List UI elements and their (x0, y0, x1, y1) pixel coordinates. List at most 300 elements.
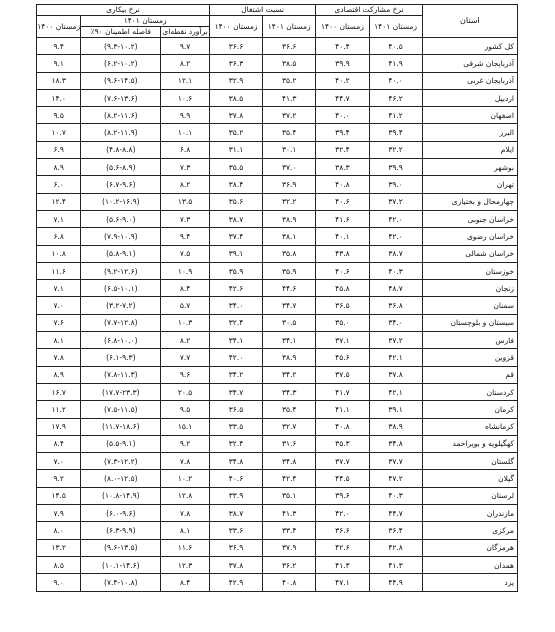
participation-1401-cell: ۴۱.۳ (369, 556, 422, 573)
province-cell: همدان (422, 556, 517, 573)
employment-1401-cell: ۳۶.۲ (263, 556, 316, 573)
employment-1401-cell: ۴۲.۴ (263, 470, 316, 487)
employment-ratio-header: نسبت اشتغال (209, 5, 315, 16)
employment-1400-header: زمستان ۱۴۰۰ (209, 16, 262, 38)
unemployment-point-cell: ۹.۷ (161, 38, 210, 55)
unemployment-point-cell: ۱۰.۶ (161, 89, 210, 106)
employment-1401-cell: ۳۵.۹ (263, 262, 316, 279)
unemployment-interval-cell: (۶.۲-۱۰.۲) (81, 55, 161, 72)
employment-1400-cell: ۳۲.۴ (209, 314, 262, 331)
participation-1401-cell: ۴۷.۲ (369, 470, 422, 487)
unemployment-1400-cell: ۸.۵ (37, 556, 81, 573)
employment-1400-cell: ۳۲.۴ (209, 435, 262, 452)
unemployment-point-cell: ۹.۶ (161, 366, 210, 383)
province-cell: آذربایجان غربی (422, 72, 517, 89)
unemployment-point-cell: ۹.۲ (161, 435, 210, 452)
employment-1400-cell: ۳۷.۸ (209, 107, 262, 124)
participation-1400-cell: ۳۷.۵ (316, 366, 369, 383)
province-cell: کهگیلویه و بویراحمد (422, 435, 517, 452)
unemployment-1400-cell: ۱۸.۳ (37, 72, 81, 89)
province-cell: یزد (422, 574, 517, 591)
employment-1401-cell: ۳۷.۹ (263, 539, 316, 556)
province-cell: هرمزگان (422, 539, 517, 556)
employment-1400-cell: ۴۰.۶ (209, 470, 262, 487)
employment-1400-cell: ۳۸.۷ (209, 505, 262, 522)
employment-1401-cell: ۳۴.۷ (263, 297, 316, 314)
participation-1400-cell: ۴۰.۱ (316, 228, 369, 245)
table-body (37, 38, 518, 592)
unemployment-point-cell: ۷.۷ (161, 349, 210, 366)
stats-table-container (36, 4, 518, 592)
table-row (37, 38, 518, 55)
table-row (37, 72, 518, 89)
unemployment-interval-cell: (۹.۳-۱۰.۲) (81, 38, 161, 55)
employment-1400-cell: ۴۲.۰ (209, 349, 262, 366)
table-row (37, 453, 518, 470)
table-row (37, 574, 518, 591)
unemployment-1400-cell: ۹.۰ (37, 574, 81, 591)
participation-1401-cell: ۳۷.۲ (369, 193, 422, 210)
participation-1400-cell: ۳۷.۱ (316, 332, 369, 349)
table-row (37, 141, 518, 158)
employment-1401-cell: ۳۲.۲ (263, 193, 316, 210)
table-row (37, 262, 518, 279)
employment-1401-cell: ۳۱.۶ (263, 435, 316, 452)
unemployment-1400-cell: ۷.۰ (37, 297, 81, 314)
unemployment-point-cell: ۹.۴ (161, 228, 210, 245)
province-cell: اردبیل (422, 89, 517, 106)
unemployment-interval-cell: (۵.۵-۹.۱) (81, 435, 161, 452)
table-row (37, 539, 518, 556)
unemployment-point-cell: ۱۳.۵ (161, 193, 210, 210)
unemployment-1400-cell: ۸.۰ (37, 522, 81, 539)
unemployment-interval-cell: (۷.۹-۱۰.۹) (81, 228, 161, 245)
employment-1400-cell: ۳۷.۸ (209, 556, 262, 573)
participation-1400-cell: ۳۹.۴ (316, 124, 369, 141)
participation-1401-header: زمستان ۱۴۰۱ (369, 16, 422, 38)
participation-1401-cell: ۴۱.۲ (369, 107, 422, 124)
participation-1400-cell: ۴۱.۷ (316, 383, 369, 400)
employment-1400-cell: ۳۶.۳ (209, 55, 262, 72)
participation-1400-cell: ۴۰.۸ (316, 176, 369, 193)
unemployment-interval-cell: (۹.۲-۱۲.۶) (81, 262, 161, 279)
unemployment-point-cell: ۶.۸ (161, 141, 210, 158)
unemployment-interval-cell: (۱۰.۲-۱۶.۹) (81, 193, 161, 210)
unemployment-rate-header: نرخ بیکاری (37, 5, 210, 16)
employment-1401-cell: ۳۵.۲ (263, 72, 316, 89)
unemployment-point-cell: ۸.۴ (161, 280, 210, 297)
unemployment-interval-cell: (۱۷.۷-۲۳.۳) (81, 383, 161, 400)
unemployment-point-cell: ۷.۸ (161, 505, 210, 522)
unemployment-1400-cell: ۱۶.۷ (37, 383, 81, 400)
participation-1400-cell: ۴۱.۱ (316, 401, 369, 418)
table-row (37, 470, 518, 487)
unemployment-1400-cell: ۸.۹ (37, 366, 81, 383)
employment-1401-cell: ۳۳.۴ (263, 522, 316, 539)
table-row (37, 193, 518, 210)
unemployment-interval-cell: (۷.۶-۱۳.۶) (81, 89, 161, 106)
unemployment-point-cell: ۷.۳ (161, 159, 210, 176)
table-row (37, 280, 518, 297)
unemployment-point-cell: ۱۱.۶ (161, 539, 210, 556)
table-row (37, 210, 518, 227)
unemployment-interval-cell: (۷.۸-۱۱.۳) (81, 366, 161, 383)
unemployment-interval-cell: (۶.۰-۹.۶) (81, 505, 161, 522)
employment-1400-cell: ۳۷.۴ (209, 228, 262, 245)
unemployment-point-cell: ۱۲.۱ (161, 72, 210, 89)
employment-1401-cell: ۳۸.۹ (263, 349, 316, 366)
province-cell: سمنان (422, 297, 517, 314)
confidence-interval-header: فاصله اطمینان ۹۰٪ (81, 27, 161, 38)
unemployment-point-cell: ۹.۹ (161, 107, 210, 124)
employment-1401-cell: ۳۵.۴ (263, 401, 316, 418)
unemployment-1400-cell: ۸.۱ (37, 332, 81, 349)
province-cell: قزوین (422, 349, 517, 366)
participation-1400-cell: ۴۰.۴ (316, 38, 369, 55)
employment-1401-header: زمستان ۱۴۰۱ (263, 16, 316, 38)
employment-1400-cell: ۳۹.۱ (209, 245, 262, 262)
participation-1401-cell: ۴۸.۷ (369, 280, 422, 297)
participation-1401-cell: ۴۲.۸ (369, 539, 422, 556)
province-cell: خوزستان (422, 262, 517, 279)
unemployment-point-cell: ۱۰.۲ (161, 470, 210, 487)
unemployment-point-cell: ۱۵.۱ (161, 418, 210, 435)
unemployment-1400-cell: ۱۷.۹ (37, 418, 81, 435)
participation-1400-cell: ۴۰.۲ (316, 72, 369, 89)
participation-1400-cell: ۴۲.۶ (316, 539, 369, 556)
table-row (37, 297, 518, 314)
province-cell: کرمان (422, 401, 517, 418)
province-cell: البرز (422, 124, 517, 141)
unemployment-interval-cell: (۵.۶-۸.۹) (81, 159, 161, 176)
participation-1400-cell: ۳۸.۳ (316, 159, 369, 176)
participation-1401-cell: ۴۲.۱ (369, 349, 422, 366)
table-row (37, 245, 518, 262)
participation-1401-cell: ۳۴.۸ (369, 435, 422, 452)
unemployment-1400-cell: ۸.۴ (37, 435, 81, 452)
table-row (37, 176, 518, 193)
unemployment-interval-cell: (۶.۵-۱۰.۱) (81, 280, 161, 297)
employment-1400-cell: ۳۳.۶ (209, 522, 262, 539)
employment-1401-cell: ۳۲.۷ (263, 418, 316, 435)
unemployment-1400-cell: ۷.۸ (37, 349, 81, 366)
table-header (37, 5, 518, 38)
table-row (37, 522, 518, 539)
province-cell: سیستان و بلوچستان (422, 314, 517, 331)
province-cell: مازندران (422, 505, 517, 522)
unemployment-interval-cell: (۳.۲-۷.۲) (81, 297, 161, 314)
unemployment-interval-cell: (۵.۸-۹.۱) (81, 245, 161, 262)
participation-1401-cell: ۴۴.۷ (369, 505, 422, 522)
employment-1401-cell: ۴۰.۸ (263, 574, 316, 591)
unemployment-point-cell: ۷.۳ (161, 210, 210, 227)
unemployment-1400-cell: ۱۰.۷ (37, 124, 81, 141)
province-cell: مرکزی (422, 522, 517, 539)
employment-1401-cell: ۳۷.۲ (263, 107, 316, 124)
employment-1400-cell: ۳۴.۰ (209, 297, 262, 314)
unemployment-point-cell: ۱۰.۳ (161, 314, 210, 331)
employment-1400-cell: ۳۸.۷ (209, 210, 262, 227)
participation-1400-cell: ۳۶.۵ (316, 297, 369, 314)
unemployment-1400-cell: ۹.۱ (37, 55, 81, 72)
unemployment-1400-cell: ۹.۵ (37, 107, 81, 124)
unemployment-interval-cell: (۷.۵-۱۱.۵) (81, 401, 161, 418)
employment-1400-cell: ۳۴.۷ (209, 383, 262, 400)
employment-1400-cell: ۳۴.۲ (209, 366, 262, 383)
participation-1400-cell: ۳۵.۰ (316, 314, 369, 331)
employment-1400-cell: ۳۸.۴ (209, 176, 262, 193)
employment-1401-cell: ۴۱.۳ (263, 505, 316, 522)
employment-1401-cell: ۴۴.۶ (263, 280, 316, 297)
table-row (37, 383, 518, 400)
unemployment-1400-cell: ۸.۹ (37, 159, 81, 176)
participation-1401-cell: ۳۹.۹ (369, 159, 422, 176)
employment-1401-cell: ۳۶.۹ (263, 176, 316, 193)
unemployment-1400-cell: ۹.۴ (37, 38, 81, 55)
participation-1401-cell: ۴۶.۲ (369, 89, 422, 106)
participation-1400-cell: ۴۴.۵ (316, 470, 369, 487)
unemployment-1400-cell: ۱۴.۵ (37, 487, 81, 504)
participation-1400-cell: ۴۵.۸ (316, 280, 369, 297)
employment-1400-cell: ۳۶.۶ (209, 38, 262, 55)
employment-1401-cell: ۳۸.۵ (263, 55, 316, 72)
participation-1401-cell: ۳۲.۲ (369, 141, 422, 158)
unemployment-interval-cell: (۹.۶-۱۴.۵) (81, 72, 161, 89)
participation-1401-cell: ۳۷.۲ (369, 332, 422, 349)
participation-1400-cell: ۴۵.۶ (316, 349, 369, 366)
unemployment-interval-cell: (۵.۶-۹.۰) (81, 210, 161, 227)
employment-1400-cell: ۴۲.۹ (209, 574, 262, 591)
table-row (37, 487, 518, 504)
unemployment-interval-cell: (۹.۶-۱۳.۵) (81, 539, 161, 556)
employment-1400-cell: ۳۵.۹ (209, 262, 262, 279)
unemployment-interval-cell: (۱۰.۱-۱۴.۶) (81, 556, 161, 573)
table-row (37, 366, 518, 383)
participation-1400-cell: ۴۰.۶ (316, 262, 369, 279)
unemployment-point-cell: ۹.۵ (161, 401, 210, 418)
unemployment-1400-header: زمستان ۱۴۰۰ (37, 16, 81, 38)
unemployment-interval-cell: (۱۰.۸-۱۴.۹) (81, 487, 161, 504)
participation-1401-cell: ۳۸.۷ (369, 245, 422, 262)
province-cell: لرستان (422, 487, 517, 504)
unemployment-point-cell: ۱۰.۹ (161, 262, 210, 279)
participation-1401-cell: ۴۰.۳ (369, 487, 422, 504)
participation-1400-cell: ۴۰.۸ (316, 418, 369, 435)
point-estimate-header: برآورد نقطه‌ای (162, 27, 208, 36)
unemployment-point-cell: ۲۰.۵ (161, 383, 210, 400)
employment-1400-cell: ۳۶.۹ (209, 539, 262, 556)
employment-1400-cell: ۳۴.۱ (209, 332, 262, 349)
unemployment-point-cell: ۷.۵ (161, 245, 210, 262)
participation-1400-header: زمستان ۱۴۰۰ (316, 16, 369, 38)
table-row (37, 159, 518, 176)
province-cell: خراسان جنوبی (422, 210, 517, 227)
participation-1400-cell: ۴۲.۰ (316, 505, 369, 522)
unemployment-interval-cell: (۸.۰-۱۲.۵) (81, 470, 161, 487)
table-row (37, 55, 518, 72)
province-cell: چهارمحال و بختیاری (422, 193, 517, 210)
unemployment-1400-cell: ۷.۱ (37, 210, 81, 227)
participation-1401-cell: ۴۲.۰ (369, 210, 422, 227)
unemployment-interval-cell: (۷.۴-۱۰.۸) (81, 574, 161, 591)
province-cell: بوشهر (422, 159, 517, 176)
unemployment-1400-cell: ۱۲.۴ (37, 193, 81, 210)
employment-1401-cell: ۳۴.۸ (263, 453, 316, 470)
unemployment-point-cell: ۸.۴ (161, 574, 210, 591)
province-cell: خراسان شمالی (422, 245, 517, 262)
province-cell: ایلام (422, 141, 517, 158)
unemployment-interval-cell: (۴.۸-۸.۸) (81, 141, 161, 158)
unemployment-1401-header: زمستان ۱۴۰۱ (81, 16, 210, 27)
participation-1401-cell: ۴۴.۹ (369, 574, 422, 591)
participation-1400-cell: ۳۶.۶ (316, 522, 369, 539)
employment-1400-cell: ۳۵.۵ (209, 159, 262, 176)
participation-1401-cell: ۳۶.۸ (369, 297, 422, 314)
employment-1400-cell: ۳۱.۱ (209, 141, 262, 158)
province-cell: اصفهان (422, 107, 517, 124)
employment-1401-cell: ۳۵.۸ (263, 245, 316, 262)
employment-1401-cell: ۳۴.۱ (263, 332, 316, 349)
unemployment-interval-cell: (۶.۸-۱۰.۰) (81, 332, 161, 349)
table-row (37, 349, 518, 366)
unemployment-1400-cell: ۷.۰ (37, 453, 81, 470)
employment-1400-cell: ۳۲.۹ (209, 72, 262, 89)
unemployment-interval-cell: (۶.۳-۹.۹) (81, 522, 161, 539)
province-cell: کردستان (422, 383, 517, 400)
table-row (37, 107, 518, 124)
unemployment-interval-cell: (۷.۷-۱۲.۸) (81, 314, 161, 331)
table-row (37, 435, 518, 452)
unemployment-point-cell: ۱۲.۸ (161, 487, 210, 504)
participation-rate-header: نرخ مشارکت اقتصادی (316, 5, 422, 16)
employment-1401-cell: ۳۵.۴ (263, 124, 316, 141)
province-cell: قم (422, 366, 517, 383)
employment-1401-cell: ۳۷.۰ (263, 159, 316, 176)
employment-1401-cell: ۳۵.۱ (263, 487, 316, 504)
table-row (37, 314, 518, 331)
participation-1400-cell: ۳۵.۳ (316, 435, 369, 452)
participation-1401-cell: ۳۸.۹ (369, 418, 422, 435)
province-cell: تهران (422, 176, 517, 193)
province-cell: کرمانشاه (422, 418, 517, 435)
participation-1400-cell: ۴۷.۱ (316, 574, 369, 591)
unemployment-1400-cell: ۷.۶ (37, 314, 81, 331)
participation-1400-cell: ۴۰.۶ (316, 193, 369, 210)
employment-1401-cell: ۳۸.۹ (263, 210, 316, 227)
employment-1400-cell: ۳۵.۲ (209, 124, 262, 141)
provincial-labor-table (36, 4, 518, 592)
participation-1400-cell: ۳۹.۹ (316, 55, 369, 72)
table-row (37, 556, 518, 573)
employment-1401-cell: ۳۶.۶ (263, 38, 316, 55)
unemployment-interval-cell: (۶.۷-۹.۶) (81, 176, 161, 193)
unemployment-interval-cell: (۶.۱-۹.۳) (81, 349, 161, 366)
participation-1401-cell: ۳۹.۴ (369, 124, 422, 141)
employment-1400-cell: ۳۸.۵ (209, 89, 262, 106)
unemployment-1400-cell: ۷.۹ (37, 505, 81, 522)
unemployment-interval-cell: (۱۱.۷-۱۸.۶) (81, 418, 161, 435)
participation-1401-cell: ۴۱.۹ (369, 55, 422, 72)
unemployment-interval-cell: (۸.۲-۱۱.۶) (81, 107, 161, 124)
table-row (37, 401, 518, 418)
province-cell: خراسان رضوی (422, 228, 517, 245)
unemployment-point-cell: ۸.۲ (161, 332, 210, 349)
table-row (37, 332, 518, 349)
province-column-header: استان (422, 5, 517, 38)
participation-1401-cell: ۳۹.۱ (369, 401, 422, 418)
unemployment-1400-cell: ۱۰.۸ (37, 245, 81, 262)
employment-1401-cell: ۴۱.۳ (263, 89, 316, 106)
unemployment-1400-cell: ۶.۸ (37, 228, 81, 245)
participation-1401-cell: ۳۷.۸ (369, 366, 422, 383)
participation-1401-cell: ۳۷.۷ (369, 453, 422, 470)
participation-1400-cell: ۴۳.۸ (316, 245, 369, 262)
unemployment-interval-cell: (۷.۳-۱۲.۲) (81, 453, 161, 470)
unemployment-1400-cell: ۶.۰ (37, 176, 81, 193)
unemployment-interval-cell: (۸.۲-۱۱.۹) (81, 124, 161, 141)
province-cell: آذربایجان شرقی (422, 55, 517, 72)
unemployment-1400-cell: ۹.۲ (37, 470, 81, 487)
unemployment-1400-cell: ۷.۱ (37, 280, 81, 297)
unemployment-point-cell: ۷.۸ (161, 453, 210, 470)
province-cell: گیلان (422, 470, 517, 487)
unemployment-point-cell: ۱۰.۱ (161, 124, 210, 141)
employment-1401-cell: ۳۰.۱ (263, 141, 316, 158)
employment-1400-cell: ۳۴.۸ (209, 453, 262, 470)
employment-1400-cell: ۳۵.۶ (209, 193, 262, 210)
participation-1400-cell: ۴۰.۰ (316, 107, 369, 124)
employment-1400-cell: ۳۶.۵ (209, 401, 262, 418)
participation-1400-cell: ۳۲.۴ (316, 141, 369, 158)
unemployment-point-cell: ۸.۲ (161, 55, 210, 72)
table-row (37, 124, 518, 141)
province-cell: گلستان (422, 453, 517, 470)
employment-1401-cell: ۳۸.۱ (263, 228, 316, 245)
participation-1400-cell: ۳۹.۶ (316, 487, 369, 504)
participation-1401-cell: ۳۴.۰ (369, 314, 422, 331)
participation-1400-cell: ۳۷.۷ (316, 453, 369, 470)
unemployment-point-cell: ۵.۷ (161, 297, 210, 314)
employment-1400-cell: ۳۳.۹ (209, 487, 262, 504)
employment-1400-cell: ۴۲.۶ (209, 280, 262, 297)
employment-1401-cell: ۳۴.۲ (263, 366, 316, 383)
province-cell: فارس (422, 332, 517, 349)
unemployment-1400-cell: ۱۱.۲ (37, 401, 81, 418)
participation-1400-cell: ۴۴.۷ (316, 89, 369, 106)
participation-1400-cell: ۴۱.۶ (316, 210, 369, 227)
province-cell: کل کشور (422, 38, 517, 55)
table-row (37, 505, 518, 522)
participation-1401-cell: ۴۰.۳ (369, 262, 422, 279)
unemployment-point-cell: ۸.۱ (161, 522, 210, 539)
participation-1400-cell: ۴۱.۳ (316, 556, 369, 573)
unemployment-point-cell: ۱۲.۳ (161, 556, 210, 573)
employment-1401-cell: ۳۴.۳ (263, 383, 316, 400)
participation-1401-cell: ۴۲.۱ (369, 383, 422, 400)
employment-1400-cell: ۳۳.۵ (209, 418, 262, 435)
province-cell: زنجان (422, 280, 517, 297)
table-row (37, 228, 518, 245)
employment-1401-cell: ۳۰.۵ (263, 314, 316, 331)
unemployment-1400-cell: ۱۳.۲ (37, 539, 81, 556)
participation-1401-cell: ۳۶.۴ (369, 522, 422, 539)
table-row (37, 89, 518, 106)
table-row (37, 418, 518, 435)
participation-1401-cell: ۳۹.۰ (369, 176, 422, 193)
participation-1401-cell: ۴۰.۵ (369, 38, 422, 55)
participation-1401-cell: ۴۲.۰ (369, 228, 422, 245)
unemployment-point-cell: ۸.۲ (161, 176, 210, 193)
